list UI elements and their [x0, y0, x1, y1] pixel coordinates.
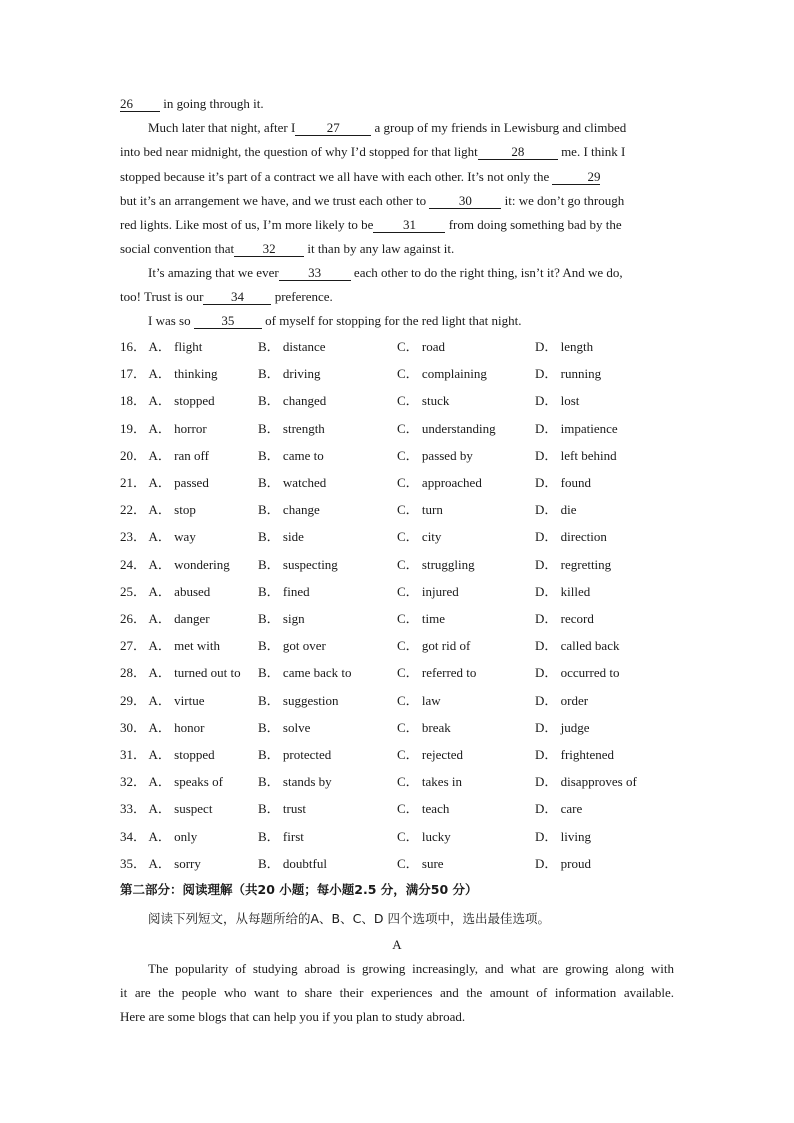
option-a: 20． A． ran off — [120, 447, 209, 463]
blank-27: 27 — [295, 120, 371, 136]
option-row — [120, 447, 680, 465]
option-d: D． direction — [535, 529, 607, 545]
option-row — [120, 746, 680, 764]
option-row — [120, 420, 680, 438]
blank-30: 30 — [429, 193, 501, 209]
passage-text: me. I think I — [557, 144, 626, 159]
option-c: C． lucky — [397, 828, 451, 844]
passage-line-8 — [148, 264, 674, 282]
passage-text: in going through it. — [160, 96, 264, 111]
passage-text: it: we don’t go through — [501, 193, 625, 208]
option-b: B． changed — [258, 393, 327, 409]
passage-line-1 — [120, 95, 674, 113]
passage-text: Much later that night, after I — [148, 120, 296, 135]
option-c: C． understanding — [397, 420, 496, 436]
option-a: 18． A． stopped — [120, 393, 215, 409]
option-d: D． care — [535, 801, 583, 817]
blank-34: 34 — [203, 289, 271, 305]
option-a: 30． A． honor — [120, 719, 205, 735]
option-row — [120, 583, 680, 601]
option-d: D． called back — [535, 638, 620, 654]
passage-text: stopped because it’s part of a contract we all have with each other. It’s not only the — [120, 169, 550, 184]
option-a: 35． A． sorry — [120, 855, 201, 871]
passage-label: A — [392, 937, 402, 952]
option-row — [120, 719, 680, 737]
option-d: D． disapproves of — [535, 774, 637, 790]
option-b: B． stands by — [258, 774, 332, 790]
option-a: 29． A． virtue — [120, 692, 205, 708]
option-a: 25． A． abused — [120, 583, 211, 599]
passage-line-6 — [120, 216, 674, 234]
option-b: B． suspecting — [258, 556, 338, 572]
option-d: D． lost — [535, 393, 580, 409]
passage-text: into bed near midnight, the question of why I’d stopped for that light — [120, 144, 478, 159]
option-c: C． passed by — [397, 447, 473, 463]
option-row — [120, 528, 680, 546]
option-d: D． killed — [535, 583, 591, 599]
passage-text: It’s amazing that we ever — [148, 265, 279, 280]
option-row — [120, 800, 680, 818]
option-c: C． sure — [397, 855, 444, 871]
passage-line-7 — [120, 240, 454, 258]
blank-29: 29 — [552, 169, 600, 185]
option-b: B． protected — [258, 747, 332, 762]
blank-35: 35 — [194, 313, 262, 329]
option-c: C． takes in — [397, 774, 462, 790]
option-b: B． side — [258, 529, 304, 545]
option-d: D． found — [535, 475, 591, 490]
passage-text: it than by any law against it. — [304, 241, 455, 256]
option-c: C． injured — [397, 583, 459, 599]
passage-text: I was so — [148, 313, 194, 328]
option-c: C． referred to — [397, 665, 477, 681]
blank-33: 33 — [279, 265, 351, 281]
option-b: B． doubtful — [258, 855, 327, 871]
option-c: C． complaining — [397, 366, 487, 382]
blank-26: 26 — [120, 96, 160, 112]
option-c: C． time — [397, 611, 446, 626]
option-a: 21． A． passed — [120, 475, 209, 490]
passage-text: of myself for stopping for the red light that night. — [261, 313, 522, 328]
option-b: B． came back to — [258, 665, 352, 681]
option-row — [120, 610, 680, 628]
option-a: 26． A． danger — [120, 611, 210, 626]
passage-line-10 — [148, 312, 521, 330]
passage-text: from doing something bad by the — [445, 217, 622, 232]
option-d: D． impatience — [535, 420, 618, 436]
option-b: B． fined — [258, 583, 310, 599]
option-a: 31． A． stopped — [120, 747, 215, 762]
option-c: C． stuck — [397, 393, 450, 409]
option-b: B． change — [258, 502, 320, 518]
option-a: 19． A． horror — [120, 420, 207, 436]
option-d: D． proud — [535, 855, 591, 871]
option-a: 16． A． flight — [120, 339, 203, 354]
option-b: B． strength — [258, 420, 325, 436]
option-row — [120, 556, 680, 574]
reading-line-3: Here are some blogs that can help you if you plan to study abroad. — [120, 1009, 466, 1024]
option-a: 33． A． suspect — [120, 801, 213, 817]
option-row — [120, 637, 680, 655]
option-c: C． struggling — [397, 556, 475, 572]
option-row — [120, 828, 680, 846]
option-c: C． teach — [397, 801, 450, 817]
passage-text: preference. — [271, 289, 333, 304]
option-a: 32． A． speaks of — [120, 774, 223, 790]
option-c: C． break — [397, 719, 451, 735]
option-b: B． sign — [258, 611, 305, 626]
option-c: C． approached — [397, 475, 482, 490]
passage-line-5 — [120, 192, 674, 210]
option-row — [120, 501, 680, 519]
option-d: D． record — [535, 611, 594, 626]
option-c: C． road — [397, 339, 446, 354]
option-b: B． got over — [258, 638, 326, 654]
passage-line-2 — [148, 119, 674, 137]
option-row — [120, 365, 680, 383]
option-row — [120, 692, 680, 710]
option-b: B． trust — [258, 801, 307, 817]
option-c: C． turn — [397, 502, 443, 518]
option-d: D． length — [535, 339, 594, 354]
option-row — [120, 338, 680, 356]
option-d: D． die — [535, 502, 577, 518]
option-d: D． running — [535, 366, 602, 382]
option-b: B． came to — [258, 447, 324, 463]
option-c: C． rejected — [397, 747, 464, 762]
option-d: D． order — [535, 692, 589, 708]
option-a: 17． A． thinking — [120, 366, 218, 382]
passage-text: a group of my friends in Lewisburg and climbed — [371, 120, 627, 135]
option-a: 34． A． only — [120, 828, 198, 844]
option-c: C． got rid of — [397, 638, 471, 654]
option-d: D． left behind — [535, 447, 617, 463]
passage-line-9 — [120, 288, 333, 306]
option-row — [120, 664, 680, 682]
option-a: 23． A． way — [120, 529, 196, 545]
option-b: B． solve — [258, 719, 311, 735]
passage-text: social convention that — [120, 241, 235, 256]
section-instruction: 阅读下列短文，从每题所给的A、B、C、D 四个选项中，选出最佳选项。 — [148, 911, 550, 926]
option-c: C． law — [397, 692, 441, 708]
option-row — [120, 474, 680, 492]
option-b: B． distance — [258, 339, 326, 354]
passage-text: but it’s an arrangement we have, and we trust each other to — [120, 193, 430, 208]
section-heading: 第二部分：阅读理解（共20 小题；每小题2.5 分，满分50 分） — [120, 882, 478, 897]
option-a: 24． A． wondering — [120, 556, 230, 572]
option-a: 22． A． stop — [120, 502, 196, 518]
option-a: 27． A． met with — [120, 638, 221, 654]
option-row — [120, 773, 680, 791]
option-b: B． suggestion — [258, 692, 339, 708]
blank-32: 32 — [234, 241, 304, 257]
option-row — [120, 392, 680, 410]
option-d: D． living — [535, 828, 591, 844]
blank-31: 31 — [373, 217, 445, 233]
option-d: D． judge — [535, 719, 590, 735]
blank-28: 28 — [478, 144, 558, 160]
reading-line-2: it are the people who want to share their experiences and the amount of information available. — [120, 985, 674, 1000]
option-row — [120, 855, 680, 873]
option-b: B． first — [258, 828, 304, 844]
option-d: D． occurred to — [535, 665, 620, 681]
passage-text: too! Trust is our — [120, 289, 204, 304]
option-c: C． city — [397, 529, 442, 545]
passage-text: red lights. Like most of us, I’m more likely to be — [120, 217, 374, 232]
option-b: B． watched — [258, 475, 327, 490]
passage-line-4 — [120, 168, 674, 186]
option-a: 28． A． turned out to — [120, 665, 241, 681]
option-d: D． frightened — [535, 747, 615, 762]
passage-text: each other to do the right thing, isn’t it? And we do, — [350, 265, 623, 280]
option-d: D． regretting — [535, 556, 612, 572]
reading-line-1: The popularity of studying abroad is growing increasingly, and what are growing along with — [148, 961, 674, 976]
option-b: B． driving — [258, 366, 321, 382]
passage-line-3 — [120, 143, 674, 161]
